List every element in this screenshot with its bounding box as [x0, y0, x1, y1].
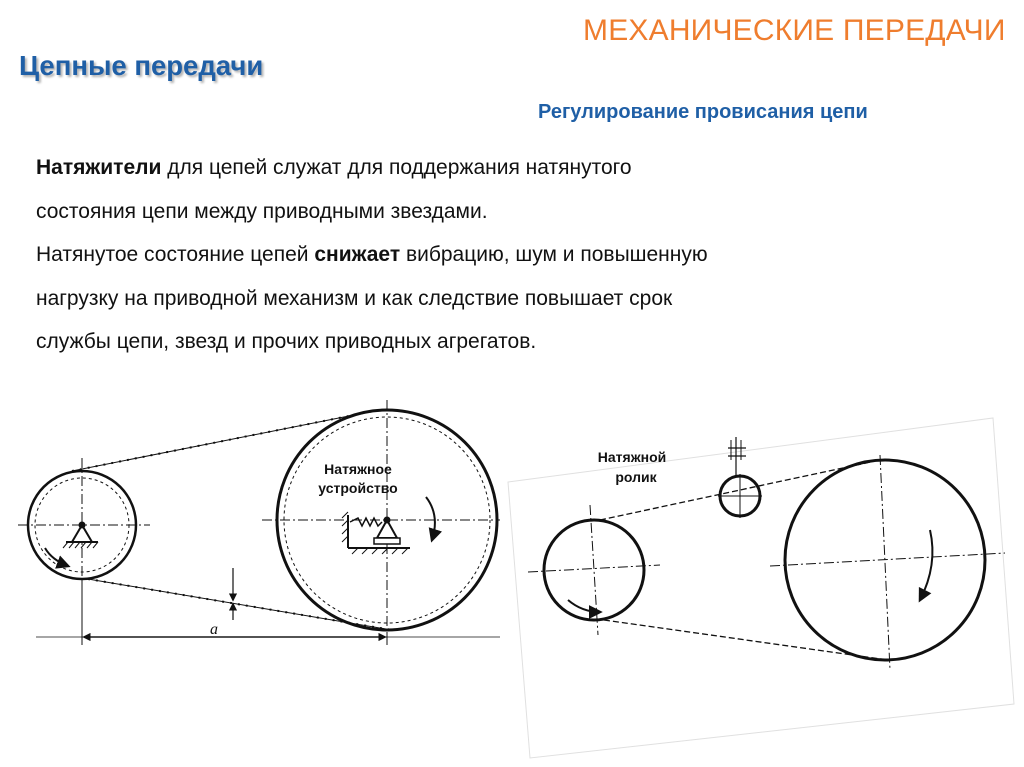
tensioner-device [342, 512, 410, 554]
subsection-title: Регулирование провисания цепи [538, 101, 868, 123]
left-chain-drive-diagram [18, 400, 500, 645]
scanned-figure-background [508, 418, 1014, 758]
center-distance-label: a [210, 621, 218, 638]
rotation-arrow-large [426, 497, 435, 540]
body-bold-verb: снижает [314, 243, 401, 266]
tensioner-label-line1: Натяжное [324, 461, 392, 477]
small-sprocket-support [63, 522, 98, 548]
idler-label-line2: ролик [615, 469, 657, 485]
idler-label-line1: Натяжной [597, 449, 667, 465]
right-chain-drive-diagram [508, 418, 1014, 758]
rotation-arrow-small [45, 548, 68, 566]
small-sprocket [18, 458, 150, 645]
body-line-1-rest: для цепей служат для поддержания натянутого [161, 156, 632, 179]
body-line-3-start: Натянутое состояние цепей [36, 243, 315, 266]
center-distance-dimension [36, 580, 500, 645]
body-line-3-end: вибрацию, шум и повышенную [400, 243, 708, 266]
section-title: Цепные передачи [19, 50, 264, 81]
body-bold-term: Натяжители [36, 156, 162, 179]
body-line-2: состояния цепи между приводными звездами. [36, 199, 488, 223]
tensioner-label-line2: устройство [318, 480, 398, 496]
presentation-title: МЕХАНИЧЕСКИЕ ПЕРЕДАЧИ [583, 14, 1006, 47]
body-line-5: службы цепи, звезд и прочих приводных агрегатов. [36, 330, 537, 353]
body-line-4: нагрузку на приводной механизм и как следствие повышает срок [36, 286, 673, 310]
